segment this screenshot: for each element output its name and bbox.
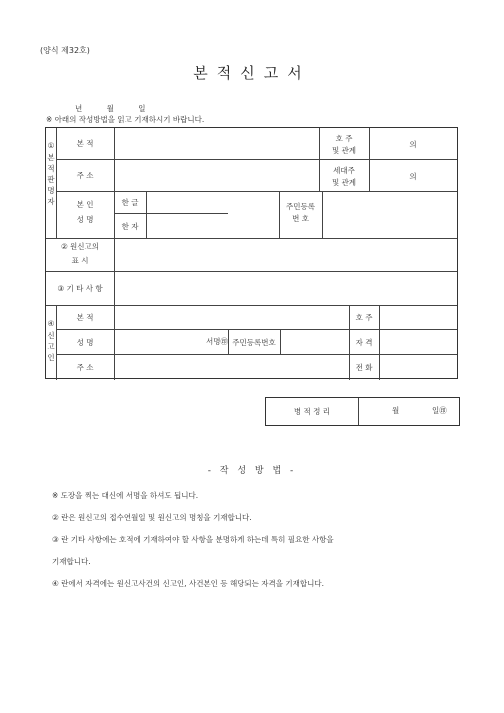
- reporter-resident-no-label: 주민등록번호: [232, 338, 276, 347]
- row-divider: [56, 191, 457, 192]
- row-divider: [56, 329, 457, 330]
- method-line: ④ 란에서 자격에는 원신고사건의 신고인, 사건본인 등 해당되는 자격을 기재합니다.: [52, 579, 325, 588]
- col-divider: [379, 305, 380, 380]
- household-master-label-1: 세대주: [333, 166, 355, 175]
- day-seal-label: 일㊞: [432, 406, 447, 415]
- hanja-label: 한 자: [121, 222, 139, 231]
- col-divider: [114, 128, 115, 380]
- name-label-1: 본 인: [76, 200, 94, 209]
- report-form-table: [45, 127, 458, 379]
- reporter-name-label: 성 명: [76, 338, 94, 347]
- household-head-label-2: 및 관계: [331, 146, 357, 155]
- signature-seal: 서명㊞: [206, 337, 228, 346]
- section-divider: [46, 271, 457, 272]
- reporter-qualification-label: 자 격: [355, 338, 373, 347]
- col-divider: [358, 398, 359, 425]
- col-divider: [280, 329, 281, 354]
- section4-label: 신고인: [47, 331, 55, 362]
- method-line: ② 란은 원신고의 접수연월일 및 원신고의 명칭을 기재합니다.: [52, 513, 252, 522]
- method-line: ③ 란 기타 사항에는 호적에 기재하여야 할 사항을 분명하게 하는데 특히 필요한 사항을: [52, 535, 334, 544]
- household-head-label-1: 호 주: [335, 134, 353, 143]
- instruction-notice: ※ 아래의 작성방법을 읽고 기재하시기 바랍니다.: [46, 115, 205, 124]
- section1-number: ①: [47, 141, 55, 150]
- row-divider: [114, 213, 228, 214]
- form-code: (양식 제32호): [40, 46, 90, 55]
- reporter-domicile-label: 본 적: [76, 313, 94, 322]
- row-divider: [56, 354, 457, 355]
- section4-number: ④: [47, 319, 55, 328]
- reporter-address-label: 주 소: [76, 363, 94, 372]
- resident-no-label-2: 번 호: [292, 214, 309, 223]
- section-divider: [46, 238, 457, 239]
- method-title: - 작 성 방 법 -: [207, 466, 297, 476]
- reporter-household-head-label: 호 주: [355, 313, 373, 322]
- col-divider: [146, 191, 147, 238]
- hangul-label: 한 글: [121, 198, 139, 207]
- address-label: 주 소: [76, 171, 94, 180]
- method-line: ※ 도장을 찍는 대신에 서명을 하셔도 됩니다.: [52, 491, 199, 500]
- domicile-label: 본 적: [76, 139, 94, 148]
- reporter-phone-label: 전 화: [355, 363, 373, 372]
- section-divider: [46, 305, 457, 306]
- page-title: 본적신고서: [193, 64, 311, 82]
- resident-no-label-1: 주민등록: [286, 202, 315, 211]
- date-line: 년 월 일: [75, 104, 146, 113]
- month-label: 월: [392, 406, 400, 415]
- name-label-2: 성 명: [76, 215, 94, 224]
- household-head-suffix: 의: [409, 140, 417, 149]
- section1-label: 본적판명자: [47, 153, 55, 206]
- household-master-suffix: 의: [409, 172, 417, 181]
- original-report-label-2: 표 시: [71, 256, 89, 265]
- military-record-table: [265, 397, 460, 426]
- method-line: 기재합니다.: [52, 557, 91, 566]
- household-master-label-2: 및 관계: [331, 178, 357, 187]
- original-report-label-1: ② 원신고의: [60, 242, 100, 251]
- row-divider: [56, 159, 457, 160]
- other-matters-label: ③ 기 타 사 항: [57, 284, 103, 293]
- military-record-label: 병 적 정 리: [293, 407, 331, 416]
- col-divider: [322, 191, 323, 238]
